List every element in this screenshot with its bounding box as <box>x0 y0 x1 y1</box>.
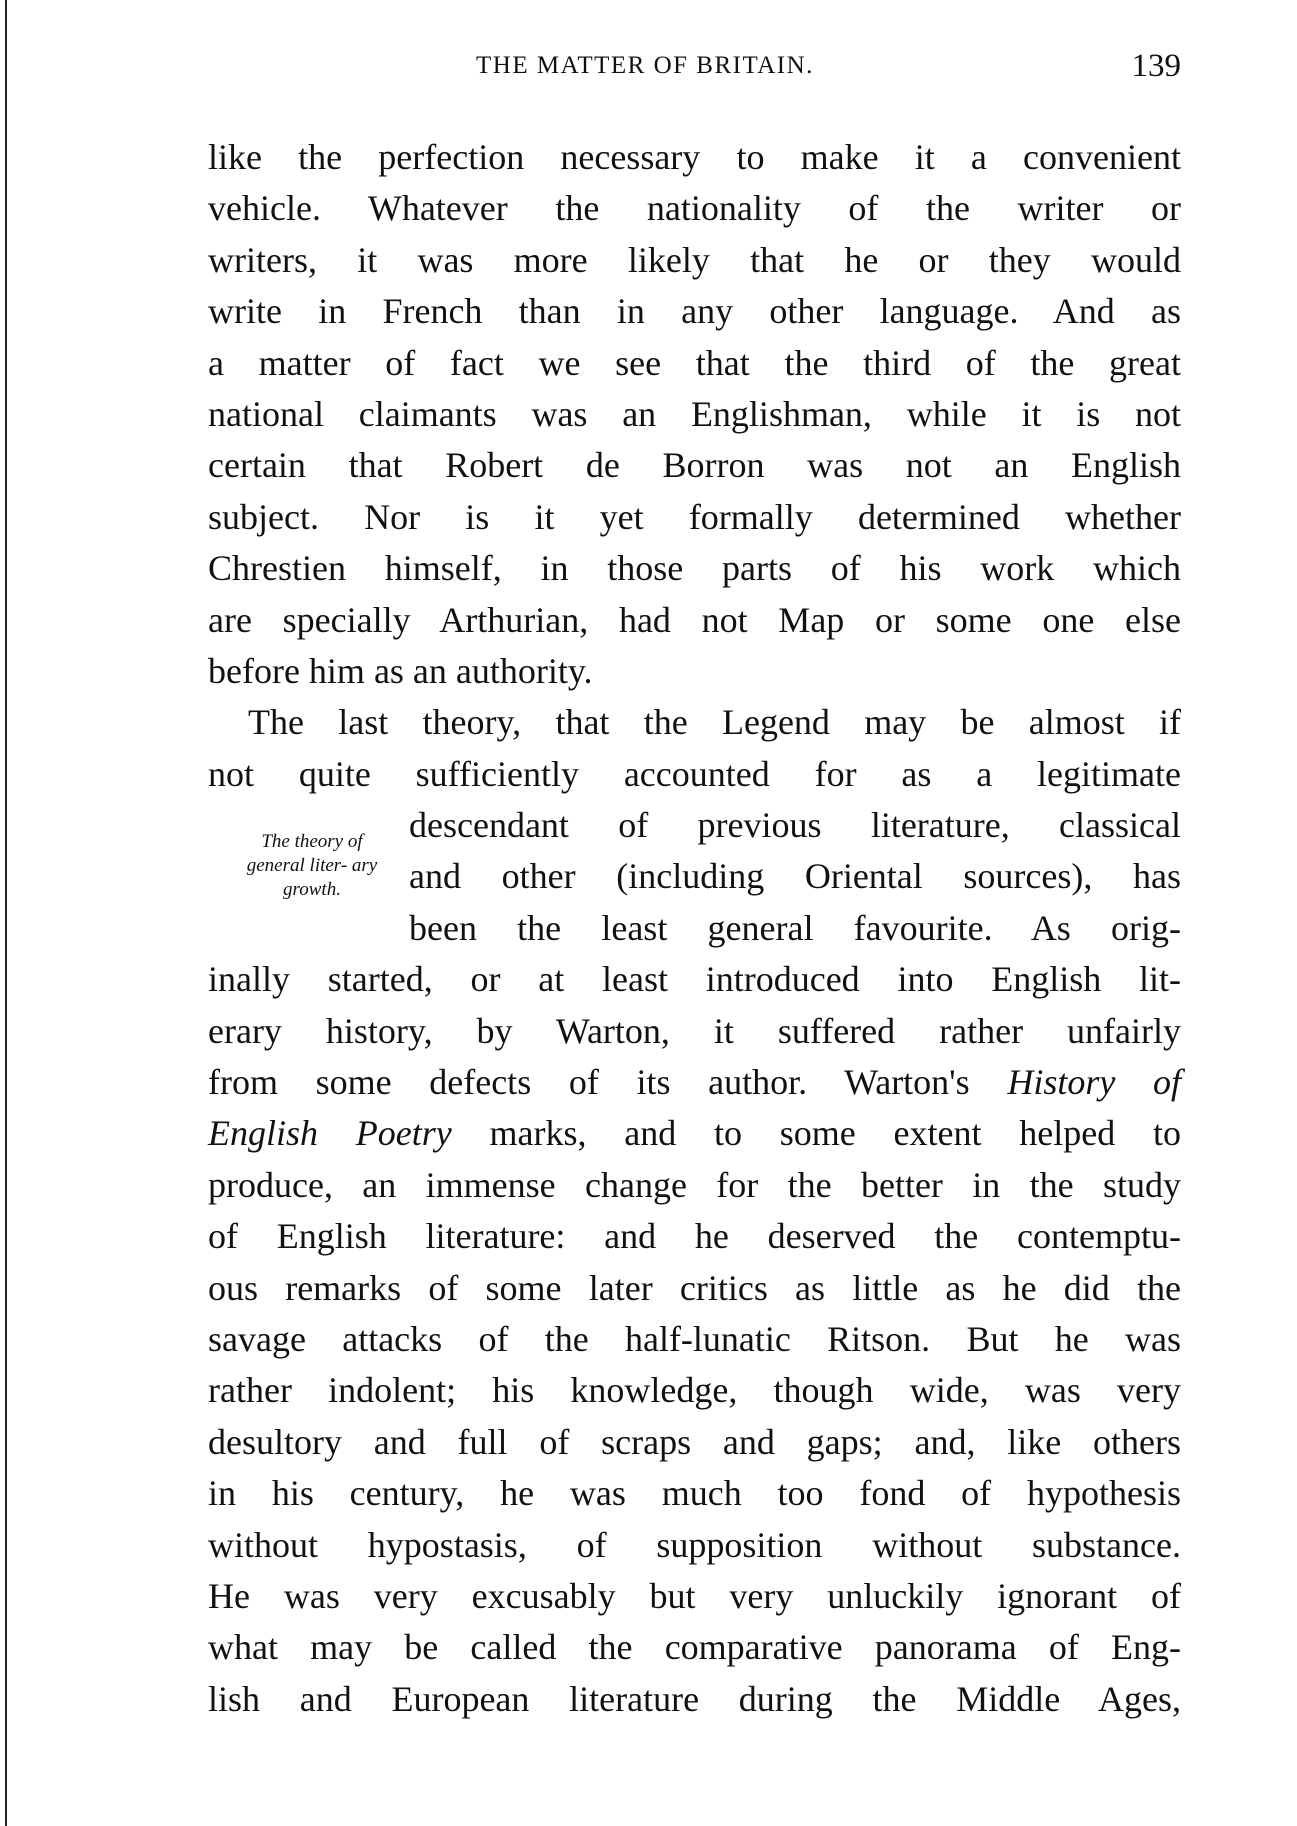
text-line: descendant of previous literature, classical <box>409 805 1181 846</box>
scan-edge-line <box>5 0 7 1826</box>
text-line: inally started, or at least introduced into English lit- <box>208 959 1181 1000</box>
text-line: what may be called the comparative panorama of Eng- <box>208 1627 1181 1668</box>
text-line: national claimants was an Englishman, while it is not <box>208 393 1181 434</box>
text-line: Chrestien himself, in those parts of his work which <box>208 548 1181 589</box>
text-line: been the least general favourite. As orig- <box>409 907 1181 948</box>
text-line: rather indolent; his knowledge, though wide, was very <box>208 1370 1181 1411</box>
page-number: 139 <box>1131 48 1181 84</box>
text-line: subject. Nor is it yet formally determined whether <box>208 496 1181 537</box>
text-line: vehicle. Whatever the nationality of the writer or <box>208 188 1181 229</box>
text-line: a matter of fact we see that the third of the great <box>208 342 1181 383</box>
text-line: produce, an immense change for the better in the study <box>208 1164 1181 1205</box>
text-line: The last theory, that the Legend may be almost if <box>248 702 1181 743</box>
text-line: and other (including Oriental sources), has <box>409 856 1181 897</box>
text-line: without hypostasis, of supposition without substance. <box>208 1524 1181 1565</box>
text-line: savage attacks of the half-lunatic Ritson. But he was <box>208 1318 1181 1359</box>
text-line: not quite sufficiently accounted for as a legitimate <box>208 753 1181 794</box>
margin-note: The theory of general liter- ary growth. <box>246 831 378 900</box>
page-header <box>208 48 1181 92</box>
text-line: are specially Arthurian, had not Map or some one else <box>208 599 1181 640</box>
body-text <box>208 132 1181 1725</box>
text-line: before him as an authority. <box>208 650 593 691</box>
text-line: certain that Robert de Borron was not an English <box>208 445 1181 486</box>
text-line: from some defects of its author. Warton's History of <box>208 1062 1181 1103</box>
text-line: He was very excusably but very unluckily ignorant of <box>208 1575 1181 1616</box>
text-line: desultory and full of scraps and gaps; and, like others <box>208 1421 1181 1462</box>
text-line: of English literature: and he deserved the contemptu- <box>208 1216 1181 1257</box>
text-line: writers, it was more likely that he or they would <box>208 239 1181 280</box>
text-line: lish and European literature during the Middle Ages, <box>208 1678 1181 1719</box>
text-line: ous remarks of some later critics as little as he did the <box>208 1267 1181 1308</box>
text-line: English Poetry marks, and to some extent helped to <box>208 1113 1181 1154</box>
running-title: THE MATTER OF BRITAIN. <box>476 52 814 79</box>
text-line: like the perfection necessary to make it a convenient <box>208 137 1181 177</box>
text-line: in his century, he was much too fond of hypothesis <box>208 1473 1181 1514</box>
text-line: erary history, by Warton, it suffered rather unfairly <box>208 1010 1181 1051</box>
text-line: write in French than in any other language. And as <box>208 291 1181 332</box>
